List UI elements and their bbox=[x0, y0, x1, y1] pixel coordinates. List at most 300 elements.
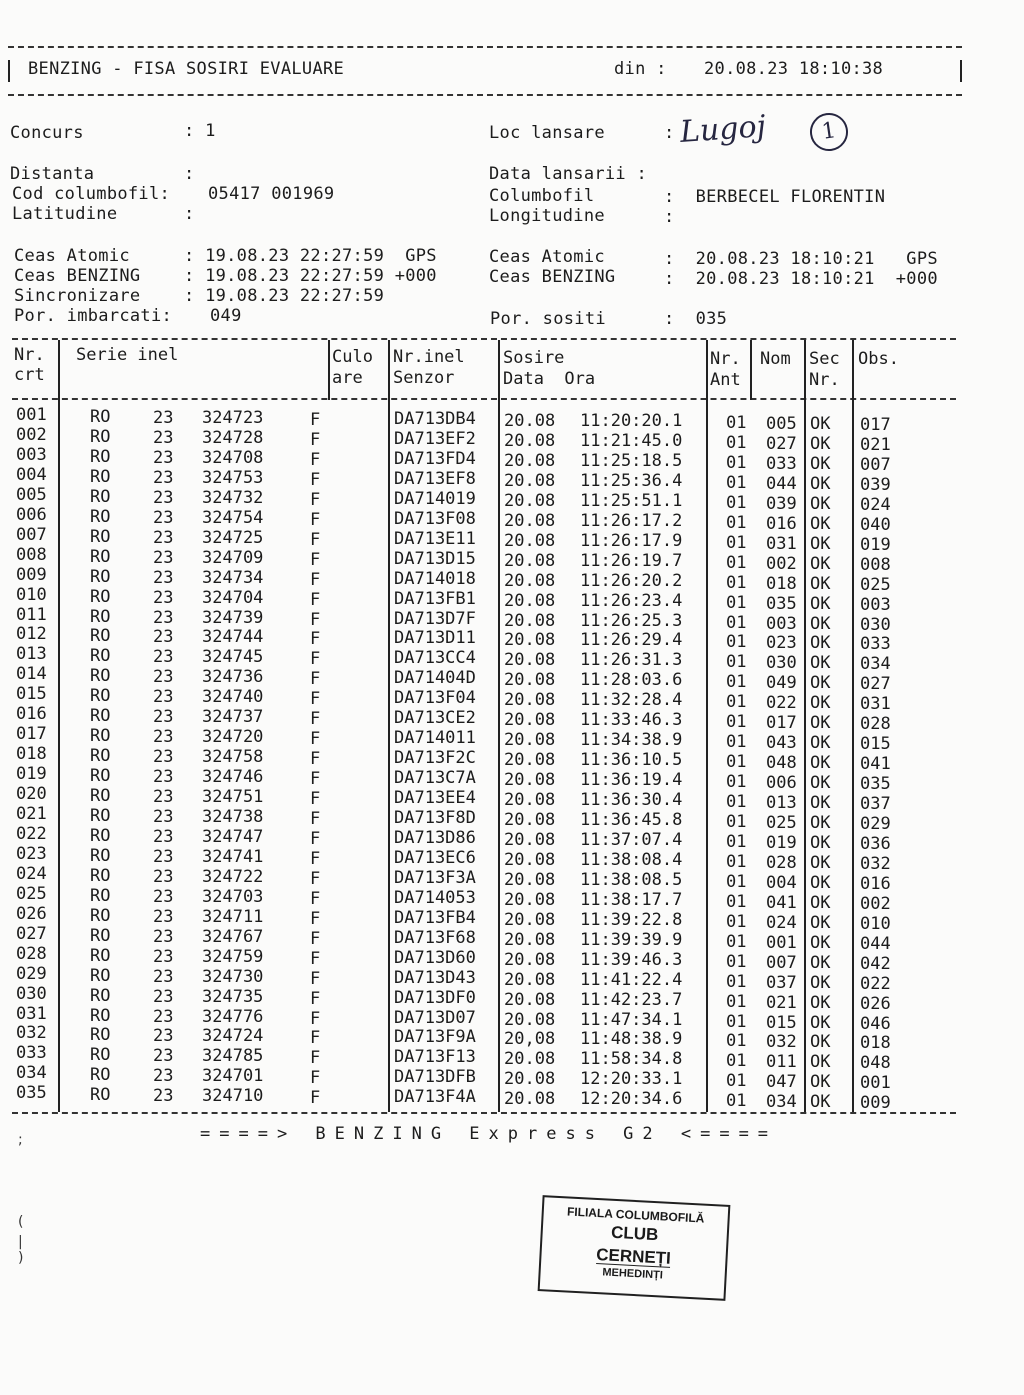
header-sec: Sec bbox=[809, 349, 840, 369]
cell-sec: OK bbox=[810, 693, 831, 714]
cell-obs: 025 bbox=[860, 574, 891, 595]
cell-obs: 034 bbox=[860, 654, 891, 675]
cell-obs: 008 bbox=[860, 554, 891, 575]
cell-inel: 324744 bbox=[202, 627, 264, 648]
cell-obs: 042 bbox=[860, 953, 891, 974]
cell-an: 23 bbox=[153, 767, 174, 788]
cell-an: 23 bbox=[153, 846, 174, 867]
latitudine-value: : bbox=[184, 204, 195, 224]
cell-sex: F bbox=[310, 609, 321, 630]
cell-sex: F bbox=[310, 509, 321, 530]
cell-sec: OK bbox=[810, 1032, 831, 1053]
cell-ant: 01 bbox=[726, 712, 747, 733]
cell-data: 20.08 bbox=[504, 530, 556, 551]
cell-obs: 007 bbox=[860, 454, 891, 475]
cell-sex: F bbox=[310, 1008, 321, 1029]
cell-sec: OK bbox=[810, 433, 831, 454]
cell-inel: 324754 bbox=[202, 507, 264, 528]
cell-nom: 043 bbox=[766, 733, 797, 754]
cell-nom: 019 bbox=[766, 832, 797, 853]
cell-ant: 01 bbox=[726, 413, 747, 433]
cell-an: 23 bbox=[153, 787, 174, 808]
cell-ant: 01 bbox=[726, 891, 747, 912]
cell-tara: RO bbox=[90, 985, 111, 1006]
cell-obs: 015 bbox=[860, 734, 891, 755]
cell-data: 20.08 bbox=[504, 490, 556, 511]
cell-senzor: DA713F4A bbox=[394, 1087, 476, 1108]
cell-obs: 018 bbox=[860, 1033, 891, 1054]
cell-sex: F bbox=[310, 469, 321, 490]
cell-ant: 01 bbox=[726, 492, 747, 513]
cell-data: 20.08 bbox=[504, 929, 556, 950]
cell-an: 23 bbox=[153, 547, 174, 568]
cell-ora: 12:20:34.6 bbox=[580, 1089, 683, 1110]
header-crt: crt bbox=[14, 365, 45, 385]
cell-an: 23 bbox=[153, 487, 174, 508]
columbofil-value: : BERBECEL FLORENTIN bbox=[664, 187, 886, 207]
cell-an: 23 bbox=[153, 1046, 174, 1067]
header-nr: Nr. bbox=[14, 345, 45, 365]
cell-senzor: DA713F68 bbox=[394, 927, 476, 948]
cell-tara: RO bbox=[90, 1005, 111, 1026]
cell-ora: 11:26:20.2 bbox=[580, 570, 683, 591]
cell-ant: 01 bbox=[726, 552, 747, 573]
table-row bbox=[0, 704, 1000, 735]
cell-nom: 034 bbox=[766, 1092, 797, 1113]
cell-inel: 324741 bbox=[202, 846, 264, 867]
cell-an: 23 bbox=[153, 687, 174, 708]
cell-nr: 015 bbox=[16, 684, 47, 705]
cell-inel: 324736 bbox=[202, 667, 264, 688]
cell-data: 20.08 bbox=[504, 510, 556, 531]
cell-senzor: DA713D43 bbox=[394, 967, 476, 988]
cell-obs: 019 bbox=[860, 534, 891, 555]
margin-mark: | bbox=[18, 1234, 23, 1250]
cell-nr: 023 bbox=[16, 843, 47, 864]
header-nrinel: Nr.inel bbox=[393, 347, 465, 367]
cell-obs: 002 bbox=[860, 893, 891, 914]
ceas-benzing-label-right: Ceas BENZING bbox=[489, 267, 616, 287]
cell-inel: 324704 bbox=[202, 587, 264, 608]
cell-data: 20.08 bbox=[504, 650, 556, 671]
cell-obs: 001 bbox=[860, 1073, 891, 1094]
cell-an: 23 bbox=[153, 1006, 174, 1027]
header-sosire: Sosire bbox=[503, 348, 565, 368]
concurs-value: : 1 bbox=[184, 121, 216, 141]
cell-data: 20.08 bbox=[504, 1069, 556, 1090]
cell-sec: OK bbox=[810, 813, 831, 833]
cell-senzor: DA713EC6 bbox=[394, 847, 476, 868]
cell-ant: 01 bbox=[726, 1031, 747, 1052]
cell-senzor: DA713CE2 bbox=[394, 708, 476, 729]
cell-ora: 11:36:45.8 bbox=[580, 810, 683, 830]
cell-an: 23 bbox=[153, 966, 174, 987]
cell-obs: 027 bbox=[860, 674, 891, 695]
cell-sex: F bbox=[310, 908, 321, 929]
cell-obs: 036 bbox=[860, 833, 891, 854]
cell-obs: 024 bbox=[860, 494, 891, 515]
cell-ant: 01 bbox=[726, 792, 747, 813]
cell-obs: 039 bbox=[860, 474, 891, 495]
cell-tara: RO bbox=[90, 1045, 111, 1066]
cell-senzor: DA713DB4 bbox=[394, 409, 476, 429]
margin-mark: ( bbox=[18, 1214, 24, 1230]
cell-tara: RO bbox=[90, 407, 111, 427]
cell-ora: 11:48:38.9 bbox=[580, 1029, 683, 1050]
footer-banner: ====> BENZING Express G2 <==== bbox=[200, 1124, 778, 1144]
cell-nr: 034 bbox=[16, 1063, 47, 1084]
por-imbarcati-label: Por. imbarcati: bbox=[14, 306, 173, 326]
cell-nr: 032 bbox=[16, 1023, 47, 1044]
cell-data: 20.08 bbox=[504, 570, 556, 591]
cell-senzor: DA713FB1 bbox=[394, 588, 476, 609]
cell-tara: RO bbox=[90, 446, 111, 467]
ceas-atomic-left: : 19.08.23 22:27:59 GPS bbox=[184, 246, 437, 266]
cell-data: 20.08 bbox=[504, 790, 556, 811]
cell-an: 23 bbox=[153, 707, 174, 728]
cell-inel: 324776 bbox=[202, 1006, 264, 1027]
por-sositi-value: : 035 bbox=[664, 309, 728, 329]
cell-sex: F bbox=[310, 729, 321, 750]
cell-senzor: DA713F9A bbox=[394, 1027, 476, 1048]
cell-sec: OK bbox=[810, 932, 831, 953]
cell-nr: 012 bbox=[16, 624, 47, 645]
cell-sex: F bbox=[310, 449, 321, 470]
cell-senzor: DA714011 bbox=[394, 728, 476, 749]
cell-sec: OK bbox=[810, 892, 831, 913]
cell-obs: 044 bbox=[860, 933, 891, 954]
table-row bbox=[0, 1083, 1000, 1114]
cell-sex: F bbox=[310, 928, 321, 949]
cell-ora: 11:38:17.7 bbox=[580, 889, 683, 910]
cell-tara: RO bbox=[90, 546, 111, 567]
cell-sex: F bbox=[310, 988, 321, 1009]
cell-tara: RO bbox=[90, 925, 111, 946]
cell-nom: 021 bbox=[766, 992, 797, 1013]
cell-data: 20.08 bbox=[504, 810, 556, 830]
cell-sex: F bbox=[310, 968, 321, 989]
cell-data: 20.08 bbox=[504, 1009, 556, 1030]
cell-sec: OK bbox=[810, 733, 831, 754]
cell-data: 20.08 bbox=[504, 710, 556, 731]
cell-an: 23 bbox=[153, 1026, 174, 1047]
cell-nom: 030 bbox=[766, 653, 797, 674]
stamp-line-4: MEHEDINȚI bbox=[602, 1266, 664, 1282]
cell-nom: 022 bbox=[766, 693, 797, 714]
cell-tara: RO bbox=[90, 666, 111, 687]
cell-inel: 324740 bbox=[202, 687, 264, 708]
cell-obs: 035 bbox=[860, 774, 891, 795]
distanta-label: Distanta bbox=[10, 164, 95, 184]
cell-tara: RO bbox=[90, 506, 111, 527]
cell-senzor: DA714019 bbox=[394, 488, 476, 509]
cell-sec: OK bbox=[810, 1092, 831, 1113]
club-stamp bbox=[538, 1195, 731, 1301]
cell-tara: RO bbox=[90, 566, 111, 587]
cell-nr: 018 bbox=[16, 744, 47, 765]
cell-sex: F bbox=[310, 809, 321, 829]
cell-tara: RO bbox=[90, 686, 111, 707]
cell-nom: 047 bbox=[766, 1072, 797, 1093]
latitudine-label: Latitudine bbox=[12, 204, 118, 224]
cell-data: 20.08 bbox=[504, 849, 556, 870]
cell-tara: RO bbox=[90, 885, 111, 906]
cell-nr: 035 bbox=[16, 1083, 47, 1104]
cell-sex: F bbox=[310, 749, 321, 770]
col-divider-serie bbox=[328, 340, 330, 400]
cell-nr: 029 bbox=[16, 963, 47, 984]
cell-obs: 017 bbox=[860, 415, 891, 435]
loc-lansare-circled: 1 bbox=[808, 111, 851, 154]
cell-inel: 324735 bbox=[202, 986, 264, 1007]
cell-an: 23 bbox=[153, 926, 174, 947]
cell-nom: 027 bbox=[766, 433, 797, 454]
cell-sec: OK bbox=[810, 513, 831, 534]
cell-nom: 007 bbox=[766, 952, 797, 973]
cell-an: 23 bbox=[153, 906, 174, 927]
cell-sex: F bbox=[310, 1068, 321, 1089]
header-obs: Obs. bbox=[858, 349, 899, 369]
cell-sec: OK bbox=[810, 1052, 831, 1073]
header-right-border bbox=[960, 60, 962, 82]
cell-sex: F bbox=[310, 868, 321, 889]
cell-ora: 11:41:22.4 bbox=[580, 969, 683, 990]
cell-ora: 11:39:46.3 bbox=[580, 949, 683, 970]
cell-inel: 324738 bbox=[202, 807, 264, 827]
cell-tara: RO bbox=[90, 486, 111, 507]
cell-nr: 008 bbox=[16, 544, 47, 565]
cell-obs: 041 bbox=[860, 754, 891, 775]
cell-ora: 11:26:31.3 bbox=[580, 650, 683, 671]
cell-sec: OK bbox=[810, 533, 831, 554]
header-data-ora: Data Ora bbox=[503, 369, 596, 389]
cell-senzor: DA713FD4 bbox=[394, 448, 476, 469]
cell-ora: 11:36:19.4 bbox=[580, 770, 683, 791]
cell-ant: 01 bbox=[726, 752, 747, 773]
cell-sec: OK bbox=[810, 453, 831, 474]
cell-ora: 11:39:39.9 bbox=[580, 929, 683, 950]
cell-senzor: DA713C7A bbox=[394, 768, 476, 789]
cell-nr: 019 bbox=[16, 764, 47, 785]
cell-ora: 11:33:46.3 bbox=[580, 710, 683, 731]
cell-sec: OK bbox=[810, 753, 831, 774]
cell-senzor: DA713EF8 bbox=[394, 468, 476, 489]
cell-nom: 011 bbox=[766, 1052, 797, 1073]
ceas-benzing-right: : 20.08.23 18:10:21 +000 bbox=[664, 269, 938, 289]
cell-senzor: DA713FB4 bbox=[394, 907, 476, 928]
cell-an: 23 bbox=[153, 886, 174, 907]
cell-nr: 014 bbox=[16, 664, 47, 685]
cell-ant: 01 bbox=[726, 1011, 747, 1032]
cell-sec: OK bbox=[810, 473, 831, 494]
cell-tara: RO bbox=[90, 606, 111, 627]
cell-tara: RO bbox=[90, 426, 111, 447]
cell-tara: RO bbox=[90, 845, 111, 866]
cell-sec: OK bbox=[810, 593, 831, 614]
cell-inel: 324751 bbox=[202, 787, 264, 808]
cell-nr: 030 bbox=[16, 983, 47, 1004]
cell-ant: 01 bbox=[726, 652, 747, 673]
cell-obs: 022 bbox=[860, 973, 891, 994]
cell-sex: F bbox=[310, 828, 321, 849]
cell-data: 20.08 bbox=[504, 730, 556, 751]
cell-ant: 01 bbox=[726, 512, 747, 533]
cell-ora: 11:38:08.4 bbox=[580, 849, 683, 870]
cell-nom: 004 bbox=[766, 872, 797, 893]
cell-nr: 006 bbox=[16, 504, 47, 525]
cell-nr: 031 bbox=[16, 1003, 47, 1024]
loc-lansare-label: Loc lansare bbox=[489, 123, 605, 143]
cell-ora: 11:26:23.4 bbox=[580, 590, 683, 611]
cell-tara: RO bbox=[90, 965, 111, 986]
stamp-line-2: CLUB bbox=[610, 1222, 659, 1245]
cell-sec: OK bbox=[810, 952, 831, 973]
por-imbarcati-value: 049 bbox=[210, 306, 242, 326]
cell-sex: F bbox=[310, 769, 321, 790]
cell-sec: OK bbox=[810, 912, 831, 933]
cell-nr: 021 bbox=[16, 804, 47, 824]
cell-nr: 022 bbox=[16, 823, 47, 844]
distanta-value: : bbox=[184, 164, 195, 184]
ceas-atomic-right: : 20.08.23 18:10:21 GPS bbox=[664, 249, 938, 269]
cell-inel: 324732 bbox=[202, 487, 264, 508]
cell-ora: 11:25:51.1 bbox=[580, 490, 683, 511]
cell-inel: 324723 bbox=[202, 408, 264, 428]
longitudine-label: Longitudine bbox=[489, 206, 605, 226]
cell-an: 23 bbox=[153, 946, 174, 967]
cell-nom: 032 bbox=[766, 1032, 797, 1053]
cell-an: 23 bbox=[153, 727, 174, 748]
cod-columbofil-label: Cod columbofil: bbox=[12, 184, 171, 204]
cell-inel: 324739 bbox=[202, 607, 264, 628]
cell-tara: RO bbox=[90, 526, 111, 547]
cell-inel: 324728 bbox=[202, 427, 264, 448]
cell-nr: 009 bbox=[16, 564, 47, 585]
por-sositi-label: Por. sositi bbox=[490, 309, 606, 329]
cell-data: 20.08 bbox=[504, 829, 556, 850]
cell-ant: 01 bbox=[726, 831, 747, 852]
cell-sec: OK bbox=[810, 414, 831, 434]
cell-obs: 026 bbox=[860, 993, 891, 1014]
cell-tara: RO bbox=[90, 586, 111, 607]
cell-tara: RO bbox=[90, 1065, 111, 1086]
cell-nr: 005 bbox=[16, 484, 47, 505]
cell-nr: 010 bbox=[16, 584, 47, 605]
cell-ant: 01 bbox=[726, 1051, 747, 1072]
cell-sex: F bbox=[310, 649, 321, 670]
cell-nr: 011 bbox=[16, 604, 47, 625]
cell-data: 20.08 bbox=[504, 610, 556, 631]
cell-tara: RO bbox=[90, 806, 111, 826]
ceas-benzing-label: Ceas BENZING bbox=[14, 266, 141, 286]
cell-inel: 324734 bbox=[202, 567, 264, 588]
cell-inel: 324759 bbox=[202, 946, 264, 967]
cell-senzor: DA713EF2 bbox=[394, 428, 476, 449]
cell-obs: 048 bbox=[860, 1053, 891, 1074]
cell-an: 23 bbox=[153, 1086, 174, 1107]
report-title: BENZING - FISA SOSIRI EVALUARE bbox=[28, 59, 345, 79]
cell-inel: 324746 bbox=[202, 767, 264, 788]
cell-tara: RO bbox=[90, 825, 111, 846]
cell-inel: 324701 bbox=[202, 1066, 264, 1087]
cell-sec: OK bbox=[810, 1072, 831, 1093]
cell-inel: 324709 bbox=[202, 547, 264, 568]
table-top-rule bbox=[12, 338, 956, 340]
ceas-atomic-label-right: Ceas Atomic bbox=[489, 247, 605, 267]
cell-inel: 324737 bbox=[202, 707, 264, 728]
cell-nom: 023 bbox=[766, 633, 797, 654]
cell-ora: 11:58:34.8 bbox=[580, 1049, 683, 1070]
cell-an: 23 bbox=[153, 747, 174, 768]
cell-sex: F bbox=[310, 569, 321, 590]
cell-inel: 324722 bbox=[202, 866, 264, 887]
cell-sex: F bbox=[310, 1088, 321, 1109]
cell-an: 23 bbox=[153, 507, 174, 528]
cell-an: 23 bbox=[153, 807, 174, 827]
cell-nom: 028 bbox=[766, 852, 797, 873]
cell-an: 23 bbox=[153, 826, 174, 847]
cell-ant: 01 bbox=[726, 971, 747, 992]
table-header-rule bbox=[12, 398, 956, 400]
cell-ora: 11:32:28.4 bbox=[580, 690, 683, 711]
cell-tara: RO bbox=[90, 945, 111, 966]
cell-sex: F bbox=[310, 489, 321, 510]
header-sec-nr: Nr. bbox=[809, 370, 840, 390]
cell-data: 20.08 bbox=[504, 690, 556, 711]
cell-an: 23 bbox=[153, 467, 174, 488]
cell-ant: 01 bbox=[726, 772, 747, 793]
cell-an: 23 bbox=[153, 866, 174, 887]
cell-data: 20,08 bbox=[504, 1029, 556, 1050]
cell-nr: 016 bbox=[16, 704, 47, 725]
cell-nr: 027 bbox=[16, 923, 47, 944]
cell-an: 23 bbox=[153, 667, 174, 688]
cell-ant: 01 bbox=[726, 871, 747, 892]
cell-ora: 11:36:10.5 bbox=[580, 750, 683, 771]
cell-sex: F bbox=[310, 848, 321, 869]
cell-ant: 01 bbox=[726, 991, 747, 1012]
header-serie-inel: Serie inel bbox=[76, 345, 179, 365]
cell-ora: 11:42:23.7 bbox=[580, 989, 683, 1010]
cell-obs: 029 bbox=[860, 814, 891, 834]
cell-data: 20.08 bbox=[504, 770, 556, 791]
cell-inel: 324724 bbox=[202, 1026, 264, 1047]
cell-nr: 025 bbox=[16, 883, 47, 904]
cell-senzor: DA713D60 bbox=[394, 947, 476, 968]
sincronizare-value: : 19.08.23 22:27:59 bbox=[184, 286, 385, 306]
cell-inel: 324730 bbox=[202, 966, 264, 987]
cell-an: 23 bbox=[153, 1066, 174, 1087]
cell-inel: 324745 bbox=[202, 647, 264, 668]
cell-sec: OK bbox=[810, 972, 831, 993]
cell-senzor: DA713D11 bbox=[394, 628, 476, 649]
loc-lansare-sep: : bbox=[664, 123, 675, 143]
cell-ora: 11:37:07.4 bbox=[580, 829, 683, 850]
cell-obs: 037 bbox=[860, 794, 891, 815]
cell-senzor: DA713DFB bbox=[394, 1067, 476, 1088]
cell-ora: 11:21:45.0 bbox=[580, 430, 683, 451]
cell-ant: 01 bbox=[726, 592, 747, 613]
cell-ora: 11:26:17.9 bbox=[580, 530, 683, 551]
cell-an: 23 bbox=[153, 567, 174, 588]
cell-nom: 001 bbox=[766, 932, 797, 953]
cell-senzor: DA713EE4 bbox=[394, 788, 476, 809]
cell-an: 23 bbox=[153, 607, 174, 628]
cell-ora: 11:26:29.4 bbox=[580, 630, 683, 651]
cell-ant: 01 bbox=[726, 472, 747, 493]
cell-nom: 013 bbox=[766, 793, 797, 814]
cell-obs: 031 bbox=[860, 694, 891, 715]
